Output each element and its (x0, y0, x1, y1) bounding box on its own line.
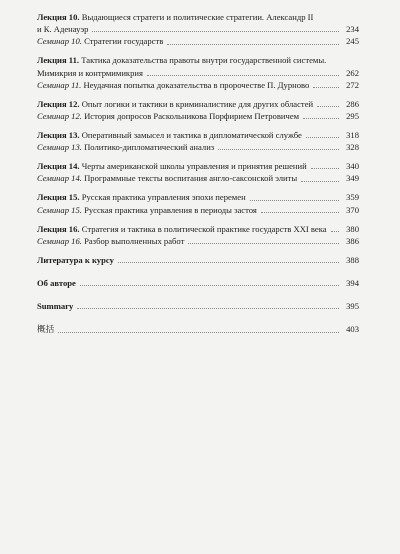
toc-seminar-entry (37, 172, 359, 184)
toc-extra-entry (37, 277, 359, 289)
dot-leader (77, 308, 339, 309)
toc-extra-entry (37, 254, 359, 266)
lecture-title: Черты американской школы управления и принятия решений (81, 161, 307, 172)
seminar-label: Семинар 16. (37, 235, 82, 246)
seminar-title: Программные тексты воспитания англо-саксонской элиты (84, 173, 298, 184)
lecture-label: Лекция 13. (37, 130, 80, 141)
dot-leader (188, 243, 339, 244)
lecture-title: Опыт логики и тактики в криминалистике для других областей (81, 98, 314, 109)
page-number: 349 (346, 173, 359, 184)
dot-leader (317, 106, 339, 107)
dot-leader (167, 44, 339, 45)
table-of-contents (37, 11, 359, 347)
seminar-title: Неудачная попытка доказательства в пророчестве П. Дурново (83, 79, 310, 90)
page-number: 340 (346, 161, 359, 172)
seminar-label: Семинар 15. (37, 204, 82, 215)
dot-leader (303, 118, 339, 119)
dot-leader (313, 87, 339, 88)
page-number: 295 (346, 111, 359, 122)
dot-leader (92, 31, 339, 32)
toc-group-16 (37, 223, 359, 247)
seminar-title: Разбор выполненных работ (84, 235, 185, 246)
page-number: 272 (346, 79, 359, 90)
toc-lecture-entry (37, 223, 359, 235)
dot-leader (80, 285, 339, 286)
page-number: 262 (346, 67, 359, 78)
toc-group-10 (37, 11, 359, 48)
dot-leader (261, 212, 339, 213)
dot-leader (301, 181, 339, 182)
dot-leader (118, 262, 339, 263)
seminar-title: Русская практика управления в периоды застоя (84, 204, 257, 215)
page-number: 234 (346, 24, 359, 35)
seminar-label: Семинар 13. (37, 142, 82, 153)
extra-title: 概括 (37, 324, 55, 335)
seminar-label: Семинар 11. (37, 79, 82, 90)
seminar-label: Семинар 12. (37, 111, 82, 122)
seminar-title: История допросов Раскольникова Порфирием Петровичем (84, 111, 300, 122)
extra-title: Литература к курсу (37, 254, 114, 265)
page-number: 359 (346, 192, 359, 203)
seminar-label: Семинар 14. (37, 173, 82, 184)
toc-summary (37, 300, 359, 312)
page-number: 403 (346, 324, 359, 335)
lecture-label: Лекция 14. (37, 161, 80, 172)
page-number: 286 (346, 98, 359, 109)
toc-lecture-entry (37, 54, 359, 78)
page-number: 245 (346, 36, 359, 47)
toc-lecture-entry (37, 191, 359, 203)
extra-title: Summary (37, 301, 74, 312)
toc-seminar-entry (37, 141, 359, 153)
page-number: 328 (346, 142, 359, 153)
toc-bibliography (37, 254, 359, 266)
toc-extra-entry (37, 300, 359, 312)
seminar-title: Политико-дипломатический анализ (84, 142, 215, 153)
toc-group-15 (37, 191, 359, 215)
toc-seminar-entry (37, 110, 359, 122)
toc-lecture-entry (37, 11, 359, 35)
toc-lecture-entry (37, 129, 359, 141)
lecture-label: Лекция 11. (37, 55, 80, 66)
lecture-title: Выдающиеся стратеги и политические стратегии. Александр II (81, 12, 314, 22)
toc-summary-chinese (37, 323, 359, 335)
toc-group-12 (37, 98, 359, 122)
dot-leader (147, 75, 339, 76)
toc-group-11 (37, 54, 359, 91)
page-number: 394 (346, 278, 359, 289)
lecture-title: Оперативный замысел и тактика в дипломатической службе (81, 130, 302, 141)
toc-seminar-entry (37, 79, 359, 91)
lecture-label: Лекция 16. (37, 223, 80, 234)
dot-leader (331, 231, 339, 232)
toc-group-14 (37, 160, 359, 184)
page-number: 388 (346, 254, 359, 265)
seminar-label: Семинар 10. (37, 36, 82, 47)
toc-about-author (37, 277, 359, 289)
dot-leader (250, 200, 339, 201)
page-number: 370 (346, 204, 359, 215)
toc-group-13 (37, 129, 359, 153)
toc-extra-entry (37, 323, 359, 335)
extra-title: Об авторе (37, 278, 76, 289)
dot-leader (311, 168, 339, 169)
lecture-title-cont: и К. Аденауэр (37, 24, 89, 35)
lecture-title: Стратегия и тактика в политической практике государств XXI века (81, 223, 327, 234)
toc-seminar-entry (37, 204, 359, 216)
toc-seminar-entry (37, 35, 359, 47)
page-number: 395 (346, 301, 359, 312)
lecture-title-cont: Мимикрия и контрмимикрия (37, 67, 143, 78)
lecture-title: Тактика доказательства правоты внутри государственной системы. (81, 55, 327, 66)
seminar-title: Стратегии государств (84, 36, 164, 47)
dot-leader (58, 332, 339, 333)
lecture-title: Русская практика управления эпохи перемен (81, 192, 246, 203)
dot-leader (306, 137, 339, 138)
lecture-label: Лекция 10. (37, 12, 80, 22)
page-number: 318 (346, 130, 359, 141)
toc-seminar-entry (37, 235, 359, 247)
page-number: 386 (346, 235, 359, 246)
toc-lecture-entry (37, 160, 359, 172)
page-number: 380 (346, 223, 359, 234)
dot-leader (218, 149, 339, 150)
lecture-label: Лекция 12. (37, 98, 80, 109)
lecture-label: Лекция 15. (37, 192, 80, 203)
toc-lecture-entry (37, 98, 359, 110)
